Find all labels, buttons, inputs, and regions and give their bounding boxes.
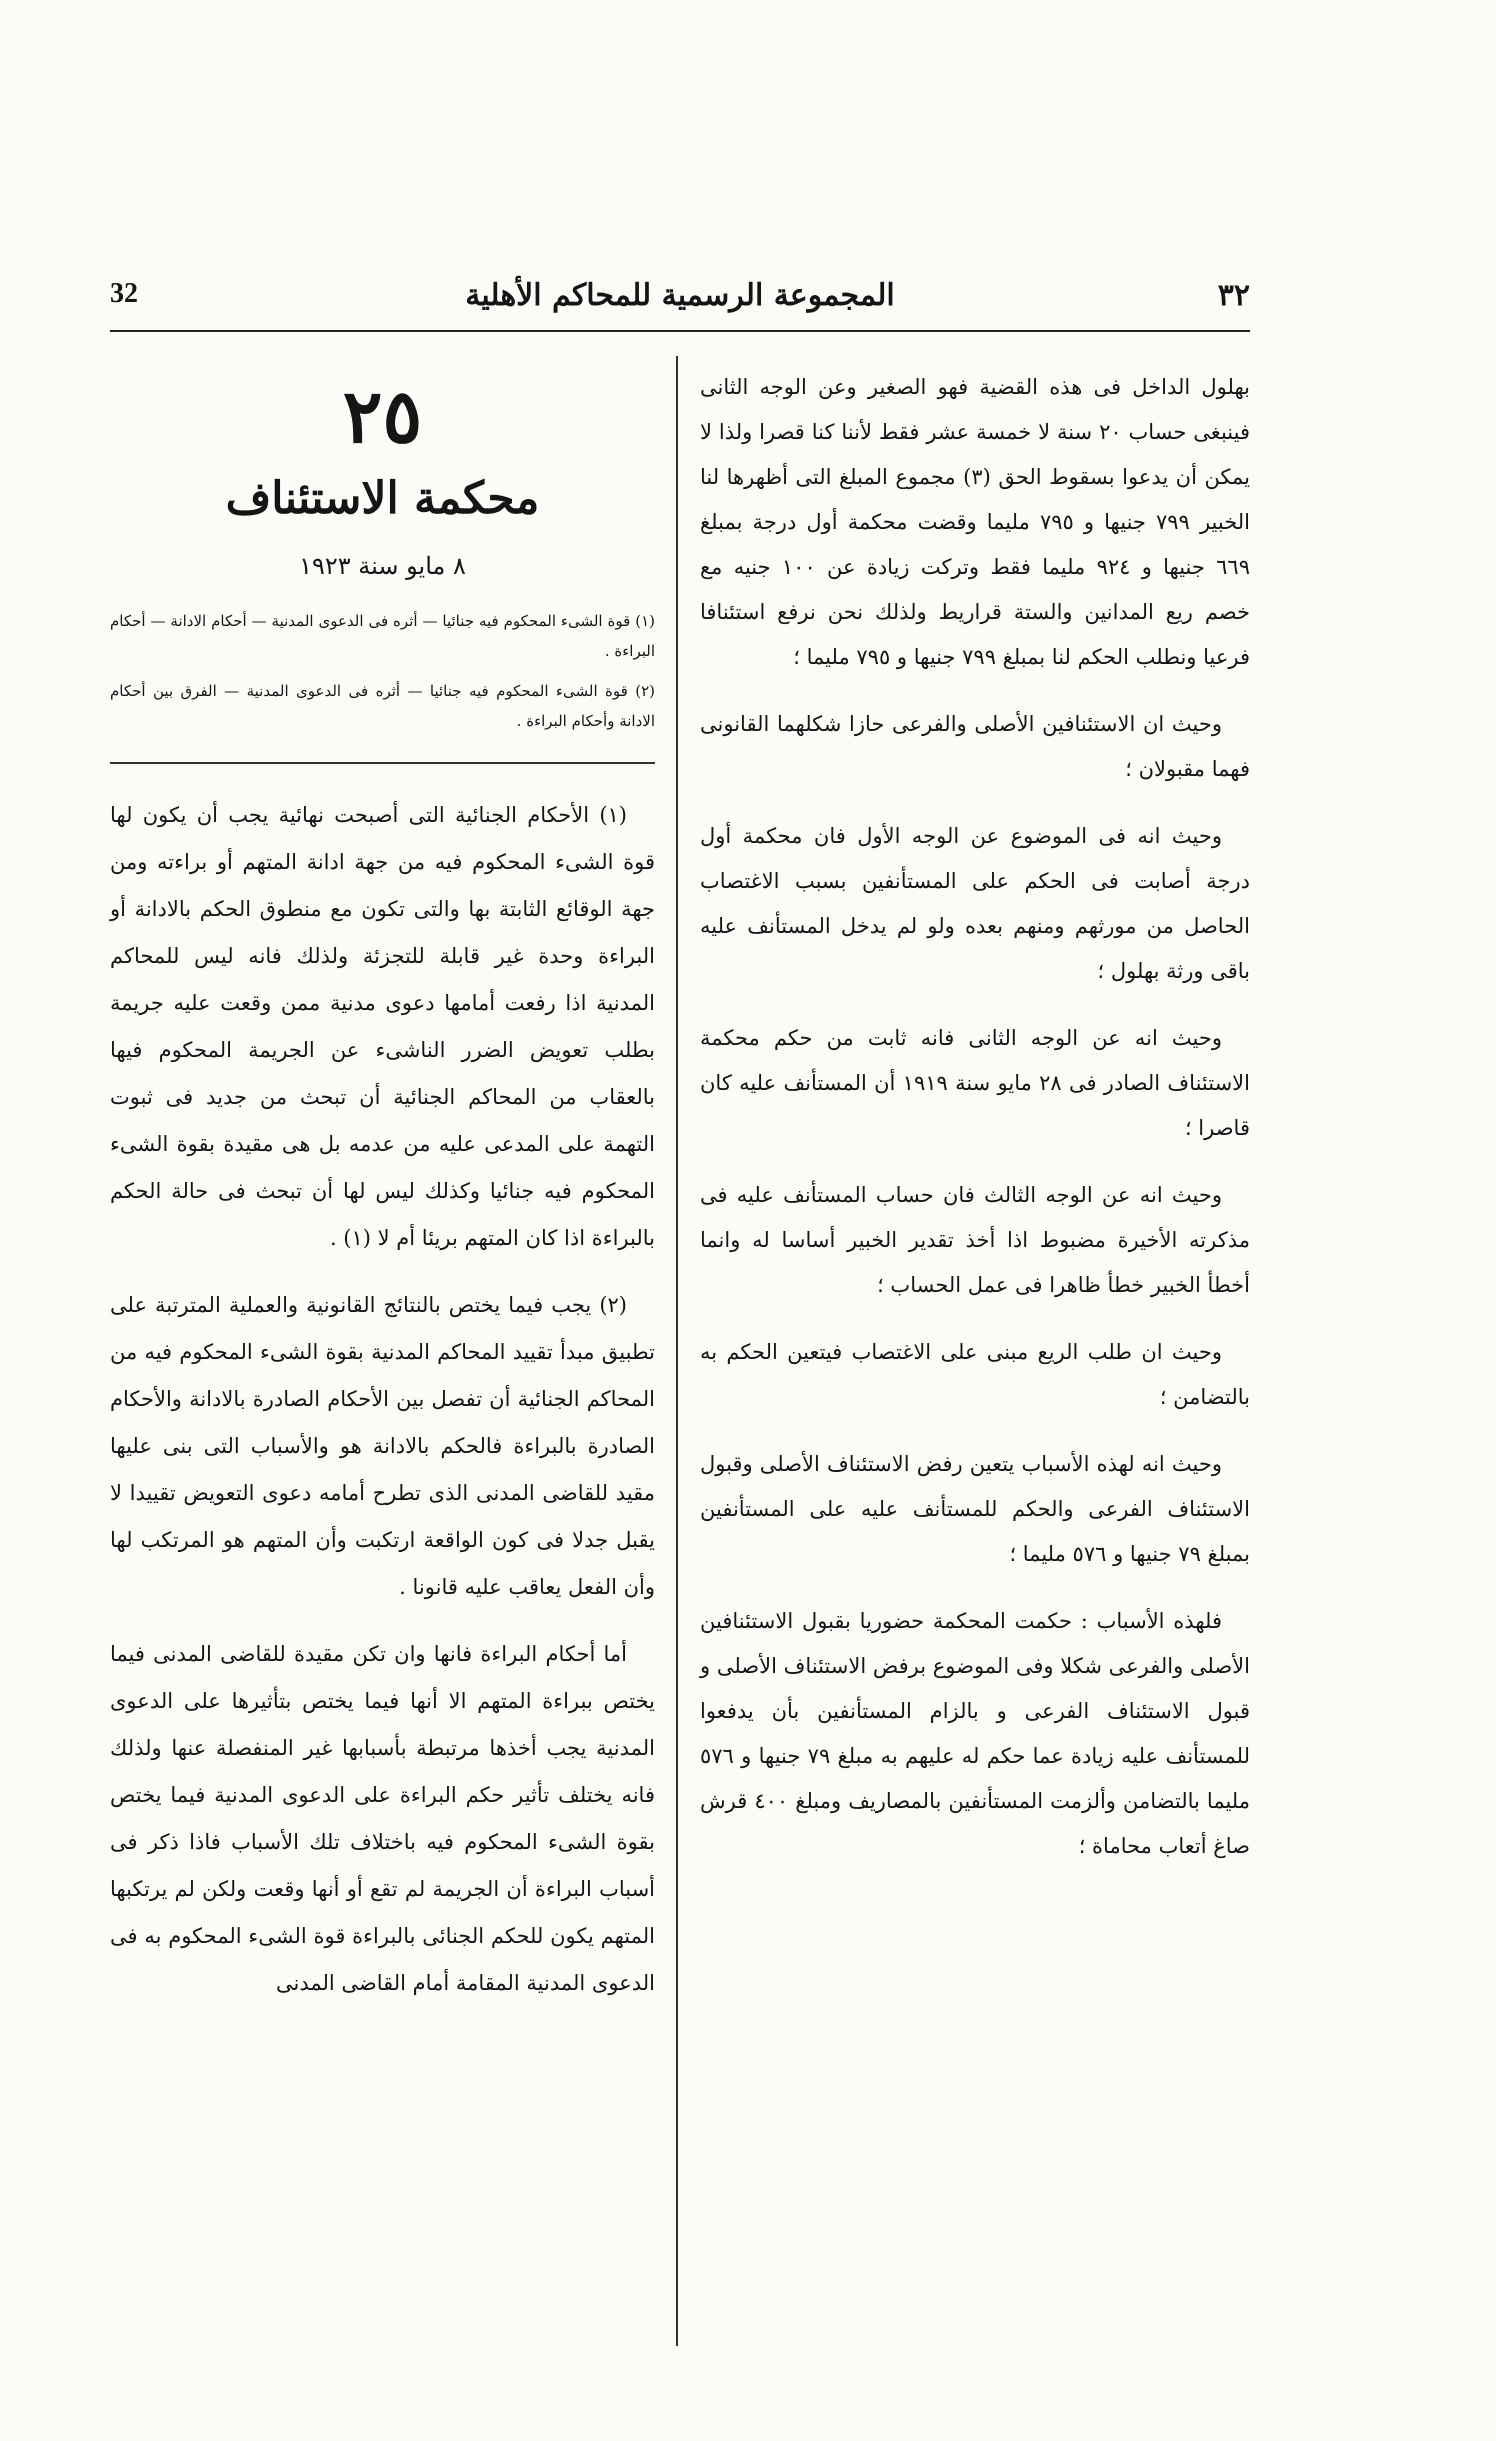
body-paragraph: وحيث انه عن الوجه الثالث فان حساب المستأنف عليه فى مذكرته الأخيرة مضبوط اذا أخذ تقدير الخبير أساسا له وانما أخطأ الخبير خطأ ظاهرا فى عمل الحساب ؛ (700, 1183, 1250, 1297)
page-number-arabic: ٣٢ (1217, 278, 1250, 313)
page-header (110, 278, 1250, 338)
headnote: (١) قوة الشىء المحكوم فيه جنائيا — أثره فى الدعوى المدنية — أحكام الادانة — أحكام البراءة . (110, 612, 655, 660)
principle-paragraph: أما أحكام البراءة فانها وان تكن مقيدة للقاضى المدنى فيما يختص ببراءة المتهم الا أنها فيما يختص بتأثيرها على الدعوى المدنية يجب أخذها مرتبطة بأسبابها غير المنفصلة عنها ولذلك فانه يختلف تأثير حكم البراءة على الدعوى المدنية فيما يختص بقوة الشىء المحكوم فيه باختلاف تلك الأسباب فاذا ذكر فى أسباب البراءة أن الجريمة لم تقع أو أنها وقعت ولكن لم يرتكبها المتهم يكون للحكم الجنائى بالبراءة قوة الشىء المحكوم به فى الدعوى المدنية المقامة أمام القاضى المدنى (110, 1642, 655, 1995)
body-paragraph: وحيث انه لهذه الأسباب يتعين رفض الاستئناف الأصلى وقبول الاستئناف الفرعى والحكم للمستأنف عليه على المستأنفين بمبلغ ٧٩ جنيها و ٥٧٦ مليما ؛ (700, 1452, 1250, 1566)
left-column (110, 372, 655, 2007)
principle-paragraph: (٢) يجب فيما يختص بالنتائج القانونية والعملية المترتبة على تطبيق مبدأ تقييد المحاكم المدنية بقوة الشىء المحكوم فيه من المحاكم الجنائية أن تفصل بين الأحكام الصادرة بالادانة والأحكام الصادرة بالبراءة فالحكم بالادانة هو والأسباب التى بنى عليها مقيد للقاضى المدنى الذى تطرح أمامه دعوى التعويض تقييدا لا يقبل جدلا فى كون الواقعة ارتكبت وأن المتهم هو المرتكب لها وأن الفعل يعاقب عليه قانونا . (110, 1293, 655, 1599)
judgment-paragraph: فلهذه الأسباب : حكمت المحكمة حضوريا بقبول الاستئنافين الأصلى والفرعى شكلا وفى الموضوع برفض الاستئناف الأصلى و قبول الاستئناف الفرعى و بالزام المستأنفين بأن يدفعوا للمستأنف عليه زيادة عما حكم له عليهم به مبلغ ٧٩ جنيها و ٥٧٦ مليما بالتضامن وألزمت المستأنفين بالمصاريف ومبلغ ٤٠٠ قرش صاغ أتعاب محاماة ؛ (700, 1609, 1250, 1858)
body-paragraph: وحيث انه عن الوجه الثانى فانه ثابت من حكم محكمة الاستئناف الصادر فى ٢٨ مايو سنة ١٩١٩ أن المستأنف عليه كان قاصرا ؛ (700, 1026, 1250, 1140)
body-paragraph: وحيث انه فى الموضوع عن الوجه الأول فان محكمة أول درجة أصابت فى الحكم على المستأنفين بسبب الاغتصاب الحاصل من مورثهم ومنهم بعده ولو لم يدخل المستأنف عليه باقى ورثة بهلول ؛ (700, 824, 1250, 983)
principle-paragraph: (١) الأحكام الجنائية التى أصبحت نهائية يجب أن يكون لها قوة الشىء المحكوم فيه من جهة ادانة المتهم أو براءته ومن جهة الوقائع الثابتة بها والتى تكون مع منطوق الحكم بالادانة أو البراءة وحدة غير قابلة للتجزئة ولذلك فانه ليس للمحاكم المدنية اذا رفعت أمامها دعوى مدنية ممن وقعت عليه جريمة بطلب تعويض الضرر الناشىء عن الجريمة المحكوم فيها بالعقاب من المحاكم الجنائية أن تبحث من جديد فى ثبوت التهمة على المدعى عليه من عدمه بل هى مقيدة بقوة الشىء المحكوم فيه جنائيا وكذلك ليس لها أن تبحث فى حالة الحكم بالبراءة اذا كان المتهم بريئا أم لا (١) . (110, 803, 655, 1250)
section-rule (110, 762, 655, 764)
column-divider (676, 356, 678, 2346)
court-name: محكمة الاستئناف (225, 473, 540, 524)
page-number-latin: 32 (110, 278, 138, 309)
headnote: (٢) قوة الشىء المحكوم فيه جنائيا — أثره فى الدعوى المدنية — الفرق بين أحكام الادانة وأحكام البراءة . (110, 682, 655, 730)
body-paragraph: وحيث ان طلب الريع مبنى على الاغتصاب فيتعين الحكم به بالتضامن ؛ (700, 1340, 1250, 1409)
right-column (700, 365, 1250, 1869)
case-number: ٢٥ (342, 374, 423, 460)
running-title: المجموعة الرسمية للمحاكم الأهلية (465, 278, 895, 313)
case-date: ٨ مايو سنة ١٩٢٣ (299, 552, 466, 580)
header-rule (110, 330, 1250, 332)
body-paragraph: بهلول الداخل فى هذه القضية فهو الصغير وعن الوجه الثانى فينبغى حساب ٢٠ سنة لا خمسة عشر فقط لأننا كنا قصرا ولذا لا يمكن أن يدعوا بسقوط الحق (٣) مجموع المبلغ التى أظهرها لنا الخبير ٧٩٩ جنيها و ٧٩٥ مليما وقضت محكمة أول درجة بمبلغ ٦٦٩ جنيها و ٩٢٤ مليما فقط وتركت زيادة عن ١٠٠ جنيه مع خصم ريع المدانين والستة قراريط ولذلك نحن نرفع استئنافا فرعيا ونطلب الحكم لنا بمبلغ ٧٩٩ جنيها و ٧٩٥ مليما ؛ (700, 375, 1251, 669)
body-paragraph: وحيث ان الاستئنافين الأصلى والفرعى حازا شكلهما القانونى فهما مقبولان ؛ (700, 712, 1250, 781)
